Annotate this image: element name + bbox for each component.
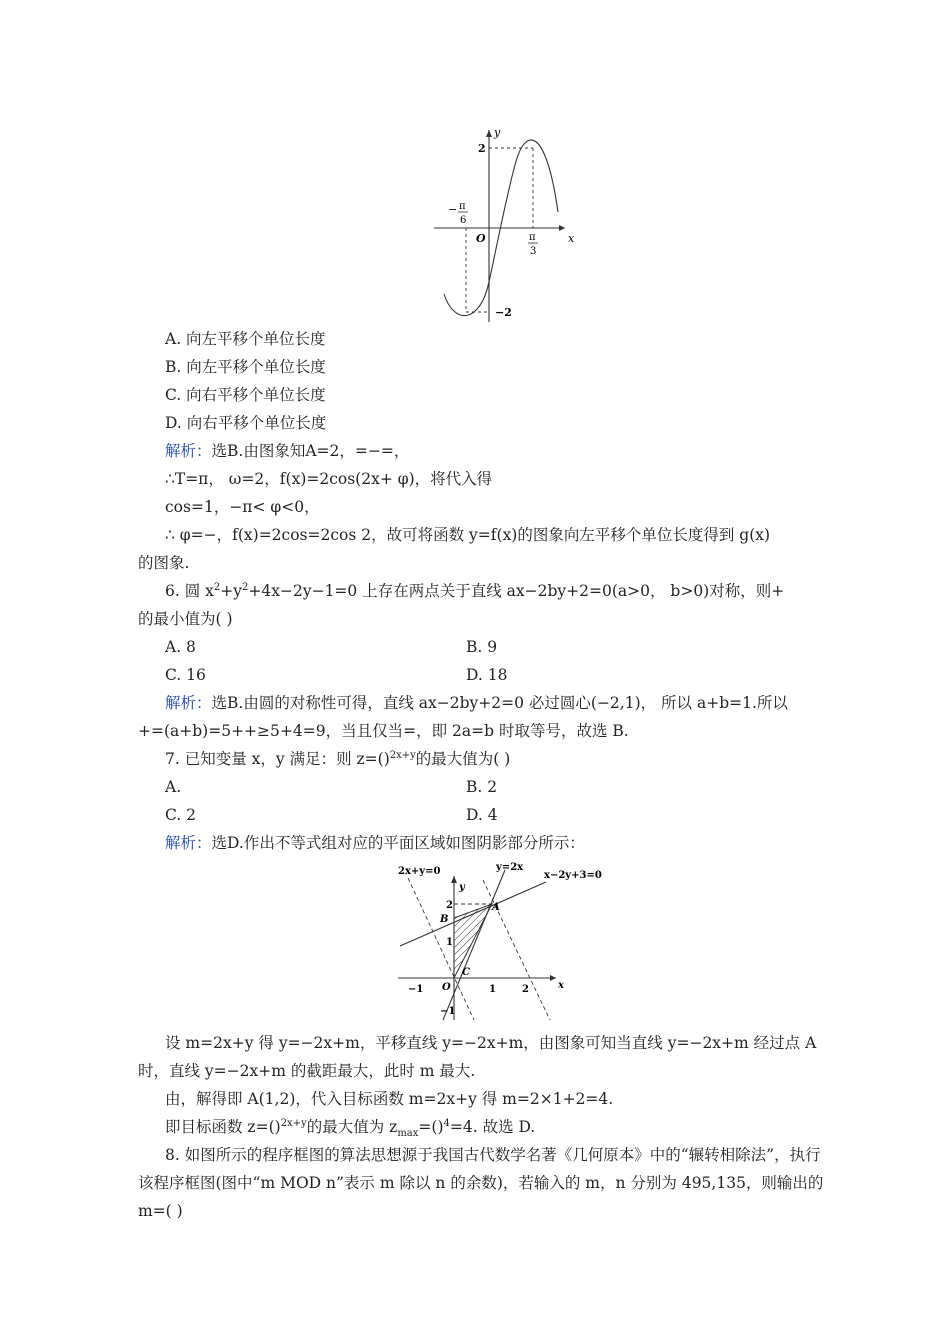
q7-after-line-2: 时，直线 y=−2x+m 的截距最大，此时 m 最大. [138, 1062, 476, 1080]
q5-option-c: C. 向右平移个单位长度 [165, 386, 326, 404]
q7-after-line-4 [165, 1116, 535, 1138]
tick-x-right-num: π [529, 232, 536, 243]
q7-after-4-part-a: 即目标函数 z=() [165, 1118, 281, 1136]
q6-stem-sup-1: 2 [213, 581, 221, 593]
q7-after-4-sup: 2x+y [280, 1117, 307, 1129]
q5-analysis-line-5: 的图象. [138, 554, 190, 572]
q6-analysis-text-1: 选B.由圆的对称性可得，直线 ax−2by+2=0 必过圆心(−2,1)， 所以 a+b=1.所以 [211, 694, 788, 712]
tick-x-minus-1: −1 [408, 984, 424, 995]
origin-label: O [476, 232, 486, 245]
x-arrow-icon [559, 225, 565, 231]
q8-stem-line-1: 8. 如图所示的程序框图的算法思想源于我国古代数学名著《几何原本》中的“辗转相除法”，执行 [165, 1146, 821, 1164]
q7-option-b: B. 2 [466, 778, 498, 796]
q5-analysis-text-1: 选B.由图象知A=2，=−=， [211, 442, 410, 460]
q5-analysis-line-4: ∴ φ=−，f(x)=2cos=2cos 2，故可将函数 y=f(x)的图象向左平移个单位长度得到 g(x) [165, 526, 771, 544]
q6-analysis-label: 解析： [165, 694, 212, 712]
q7-analysis-line-1 [165, 832, 585, 854]
tick-x-right-den: 3 [530, 246, 537, 257]
q6-stem-part-e: +4x−2y−1=0 上存在两点关于直线 ax−2by+2=0(a>0， b>0)对称，则+ [248, 582, 785, 600]
tick-x-left-num: π [459, 201, 466, 212]
q5-analysis-line-1 [165, 440, 409, 462]
q5-analysis-line-3: cos=1，−π< φ<0， [165, 498, 320, 516]
q6-option-a: A. 8 [165, 638, 196, 656]
q6-option-c: C. 16 [165, 666, 206, 684]
q6-analysis-line-2: +=(a+b)=5++≥5+4=9，当且仅当=，即 2a=b 时取等号，故选 B. [138, 722, 629, 740]
q8-stem-line-2: 该程序框图(图中“m MOD n”表示 m 除以 n 的余数)，若输入的 m，n 分别为 495,135，则输出的 [138, 1174, 824, 1192]
graph-cosine [420, 122, 580, 327]
q6-stem-line-1 [165, 580, 784, 602]
q8-stem-line-3: m=( ) [138, 1202, 183, 1220]
q5-analysis-label: 解析： [165, 442, 212, 460]
q7-after-4-part-d: =4. 故选 D. [449, 1118, 536, 1136]
q7-stem-sup: 2x+y [389, 749, 416, 761]
q6-option-b: B. 9 [466, 638, 498, 656]
x-arrow-icon [550, 975, 556, 981]
q6-analysis-line-1 [165, 692, 788, 714]
q7-after-4-part-b: 的最大值为 z [306, 1118, 398, 1136]
q7-analysis-label: 解析： [165, 834, 212, 852]
tick-x-1: 1 [489, 984, 496, 995]
q6-stem-line-2: 的最小值为( ) [138, 610, 233, 628]
label-line-x-2y: x−2y+3=0 [544, 870, 602, 881]
tick-y-bottom: −2 [495, 306, 512, 319]
tick-y-2: 2 [446, 900, 453, 911]
label-line-2x-plus-y: 2x+y=0 [398, 866, 441, 877]
q7-after-line-1: 设 m=2x+y 得 y=−2x+m，平移直线 y=−2x+m，由图象可知当直线 y=−2x+m 经过点 A [165, 1034, 817, 1052]
q7-option-c: C. 2 [165, 806, 197, 824]
q7-stem-part-b: 的最大值为( ) [415, 750, 511, 768]
point-a-label: A [492, 902, 500, 913]
q7-after-4-sup-2: 4 [443, 1117, 450, 1129]
q6-stem-part-a: 6. 圆 x [165, 582, 214, 600]
tick-x-2: 2 [522, 984, 529, 995]
y-arrow-icon [451, 876, 457, 883]
q6-stem-part-c: +y [220, 582, 243, 600]
x-axis-label: x [558, 980, 564, 991]
point-c-label: C [462, 967, 470, 978]
q5-option-b: B. 向左平移个单位长度 [165, 358, 326, 376]
q7-stem [165, 748, 510, 770]
q7-after-line-3: 由，解得即 A(1,2)，代入目标函数 m=2x+y 得 m=2×1+2=4. [165, 1090, 614, 1108]
q7-option-a: A. [165, 778, 182, 796]
tick-y-top: 2 [478, 142, 486, 155]
q6-option-d: D. 18 [466, 666, 508, 684]
q7-after-4-sub: max [397, 1128, 419, 1140]
q6-stem-sup-2: 2 [242, 581, 249, 593]
point-b-label: B [440, 914, 449, 925]
q5-option-a: A. 向左平移个单位长度 [165, 330, 326, 348]
tick-y-minus-1: −1 [440, 1006, 456, 1017]
q7-after-4-part-c: =() [418, 1118, 444, 1136]
q5-analysis-line-2: ∴T=π， ω=2，f(x)=2cos(2x+ φ)，将代入得 [165, 470, 493, 488]
y-axis-label: y [459, 882, 465, 893]
tick-x-left-sign: − [448, 203, 458, 216]
q7-option-d: D. 4 [466, 806, 498, 824]
tick-y-1: 1 [446, 937, 453, 948]
origin-label: O [442, 982, 451, 993]
label-line-y-2x: y=2x [496, 862, 524, 873]
y-axis-label: y [494, 126, 501, 139]
q5-option-d: D. 向右平移个单位长度 [165, 414, 327, 432]
tick-x-left-den: 6 [460, 215, 467, 226]
q7-stem-part-a: 7. 已知变量 x，y 满足：则 z=() [165, 750, 390, 768]
q7-analysis-text-1: 选D.作出不等式组对应的平面区域如图阴影部分所示： [211, 834, 585, 852]
y-arrow-icon [486, 130, 492, 137]
graph-feasible-region [388, 858, 620, 1028]
x-axis-label: x [568, 232, 575, 245]
